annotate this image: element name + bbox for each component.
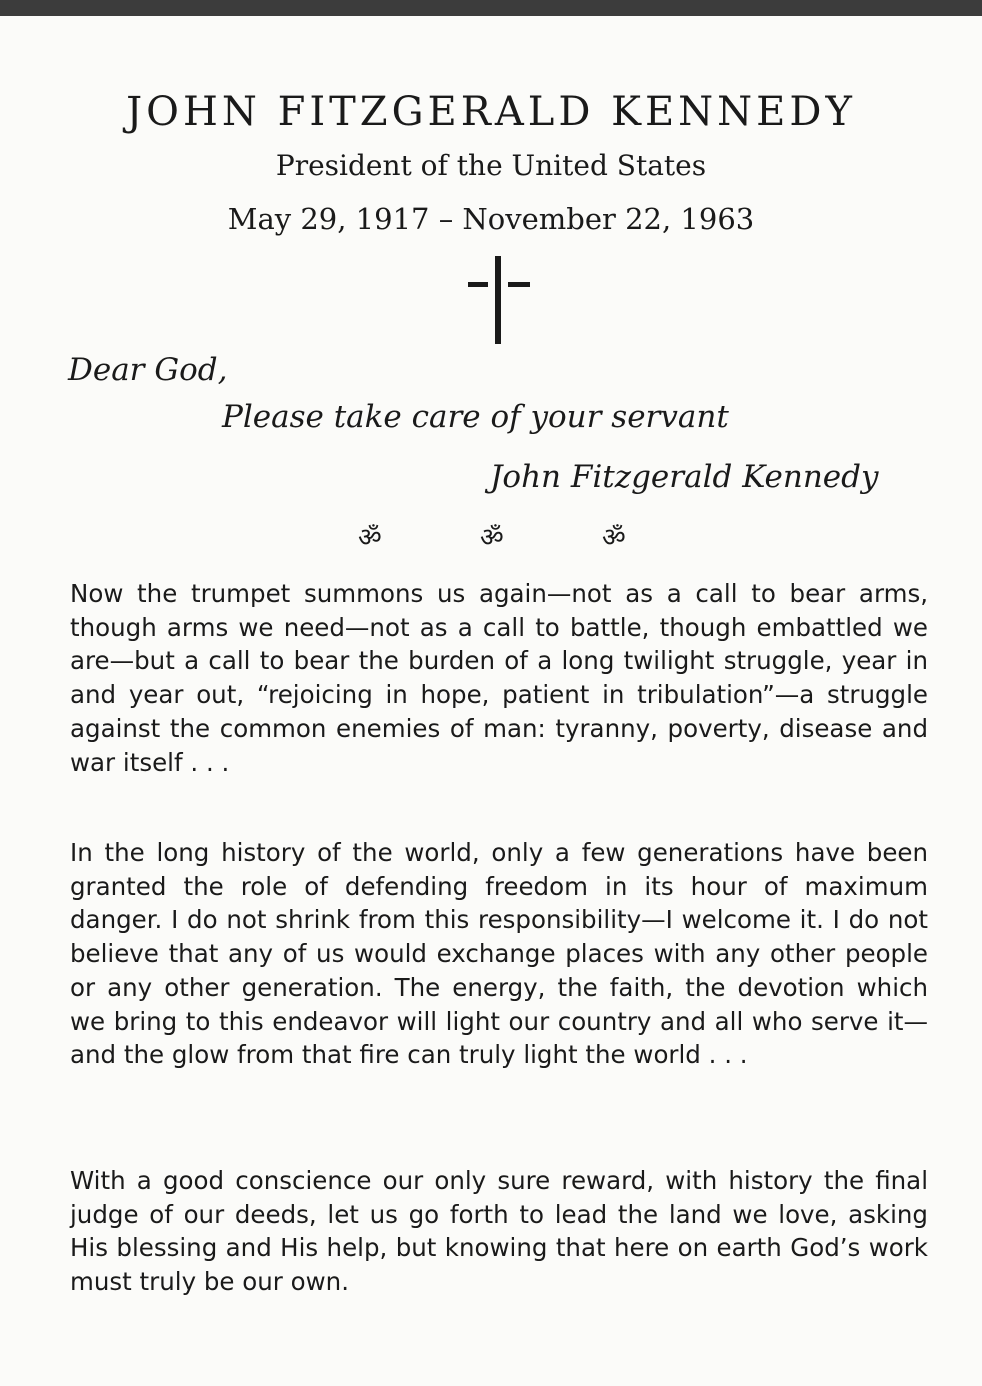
top-border <box>0 0 982 16</box>
card-title: JOHN FITZGERALD KENNEDY <box>126 89 856 135</box>
memorial-card <box>0 16 982 1386</box>
ornament-icon: ॐ <box>480 523 504 553</box>
ornament-icon: ॐ <box>358 523 382 553</box>
prayer-name: John Fitzgerald Kennedy <box>490 459 879 495</box>
quote-paragraph-3: With a good conscience our only sure reward, with history the final judge of our deeds, let us go forth to lead the land we love, asking His blessing and His help, but knowing that here on earth God’s work must truly be our own. <box>70 1166 928 1297</box>
ornament-icon: ॐ <box>602 523 626 553</box>
ornament-row <box>0 518 982 558</box>
prayer-salutation: Dear God, <box>68 352 228 388</box>
life-dates: May 29, 1917 – November 22, 1963 <box>227 202 755 236</box>
quote-paragraph-1: Now the trumpet summons us again—not as a call to bear arms, though arms we need—not as a call to battle, though embattled we are—but a call to bear the burden of a long twilight struggle, year in and year out, “rejoicing in hope, patient in tribulation”—a struggle against the common enemies of man: tyranny, poverty, disease and war itself . . . <box>70 579 928 777</box>
prayer-line: Please take care of your servant <box>222 399 729 435</box>
quote-paragraph-2: In the long history of the world, only a few generations have been granted the role of defending freedom in its hour of maximum danger. I do not shrink from this responsibility—I welcome it. I do not believe that any of us would exchange places with any other people or any other generation. The energy, the faith, the devotion which we bring to this endeavor will light our country and all who serve it—and the glow from that fire can truly light the world . . . <box>70 838 928 1070</box>
cross-icon <box>468 256 530 344</box>
card-subtitle: President of the United States <box>275 149 707 182</box>
